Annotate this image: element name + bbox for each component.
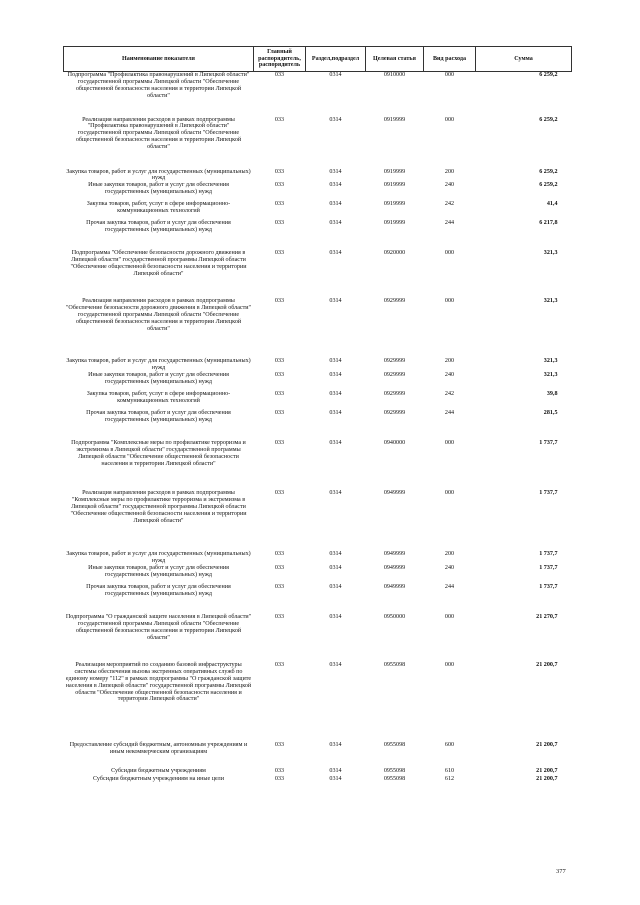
cell-sum: 321,3 <box>543 250 558 257</box>
cell-sum: 1 737,7 <box>539 564 558 571</box>
cell-grbs: 033 <box>274 613 285 620</box>
cell-cs: 0955098 <box>383 767 406 774</box>
table-row <box>64 614 572 662</box>
cell-vr: 200 <box>444 358 455 365</box>
cell-name: Закупка товаров, работ, услуг в сфере информационно-коммуникационных технологий <box>86 391 231 405</box>
table-row <box>64 410 572 440</box>
cell-vr: 000 <box>444 661 455 668</box>
cell-sum: 41,4 <box>546 201 558 208</box>
cell-razdel: 0314 <box>329 358 342 365</box>
cell-cs: 0949999 <box>383 551 406 558</box>
cell-razdel: 0314 <box>329 410 342 417</box>
cell-name: Реализация мероприятий по созданию базовой инфраструктуры системы обеспечения вызова экстренных оперативных служб по единому номеру "112" в рамках подпрограммы "О гражданской защите населения в Липецкой области" государственной программы Липецкой области "Обеспечение общественной безопасности населения и территории Липецкой области" <box>65 661 252 703</box>
cell-sum: 1 737,7 <box>539 490 558 497</box>
cell-grbs: 033 <box>274 583 285 590</box>
cell-name: Подпрограмма "Профилактика правонарушений в Липецкой области" государственной программы Липецкой области "Обеспечение общественной безопасности населения и территории Липецкой области" <box>67 72 250 99</box>
cell-name: Подпрограмма "Комплексные меры по профилактике терроризма и экстремизма в Липецкой области" государственной программы Липецкой области "Обеспечение общественной безопасности населения и территории Липецкой области" <box>71 440 246 467</box>
cell-sum: 321,3 <box>543 358 558 365</box>
table-row <box>64 551 572 565</box>
cell-name: Прочая закупка товаров, работ и услуг для обеспечения государственных (муниципальных) нужд <box>86 220 231 234</box>
cell-grbs: 033 <box>274 201 285 208</box>
cell-name: Субсидии бюджетным учреждениям на иные цели <box>93 775 224 782</box>
cell-name: Иные закупки товаров, работ и услуг для обеспечения государственных (муниципальных) нужд <box>88 182 229 196</box>
table-row <box>64 298 572 358</box>
cell-name: Закупка товаров, работ и услуг для государственных (муниципальных) нужд <box>66 358 251 372</box>
cell-razdel: 0314 <box>329 182 342 189</box>
cell-name: Реализация направления расходов в рамках подпрограммы "Обеспечение безопасности дорожного движения в Липецкой области" государственной программы Липецкой области "Обеспечение общественной безопасности населения и территории Липецкой области" <box>65 298 252 332</box>
cell-sum: 21 200,7 <box>536 775 558 782</box>
cell-vr: 000 <box>444 116 455 123</box>
cell-cs: 0919999 <box>383 201 406 208</box>
cell-name: Прочая закупка товаров, работ и услуг для обеспечения государственных (муниципальных) нужд <box>86 583 231 597</box>
cell-razdel: 0314 <box>329 220 342 227</box>
cell-razdel: 0314 <box>329 440 342 447</box>
cell-sum: 321,3 <box>543 298 558 305</box>
cell-razdel: 0314 <box>329 298 342 305</box>
table-header <box>64 47 572 72</box>
cell-cs: 0949999 <box>383 583 406 590</box>
cell-vr: 242 <box>444 391 455 398</box>
cell-grbs: 033 <box>274 391 285 398</box>
cell-sum: 321,3 <box>543 372 558 379</box>
cell-sum: 1 737,7 <box>539 583 558 590</box>
cell-cs: 0955098 <box>383 775 406 782</box>
header-grbs: Главный распорядитель, распорядитель <box>254 47 306 72</box>
table-row <box>64 358 572 372</box>
cell-cs: 0919999 <box>383 182 406 189</box>
cell-name: Предоставление субсидий бюджетным, автономным учреждениям и иным некоммерческим организациям <box>69 741 248 755</box>
cell-sum: 21 270,7 <box>536 613 558 620</box>
cell-sum: 21 200,7 <box>536 741 558 748</box>
cell-vr: 600 <box>444 741 455 748</box>
cell-sum: 6 259,2 <box>539 168 558 175</box>
cell-vr: 610 <box>444 767 455 774</box>
cell-razdel: 0314 <box>329 391 342 398</box>
cell-razdel: 0314 <box>329 613 342 620</box>
table-row <box>64 584 572 614</box>
cell-grbs: 033 <box>274 250 285 257</box>
cell-name: Прочая закупка товаров, работ и услуг для обеспечения государственных (муниципальных) нужд <box>86 410 231 424</box>
table-row <box>64 372 572 391</box>
cell-name: Закупка товаров, работ и услуг для государственных (муниципальных) нужд <box>66 168 251 182</box>
cell-sum: 21 200,7 <box>536 661 558 668</box>
cell-name: Подпрограмма "О гражданской защите населения в Липецкой области" государственной программы Липецкой области "Обеспечение общественной безопасности населения и территории Липецкой области" <box>65 613 252 641</box>
table-row <box>64 490 572 551</box>
cell-cs: 0955098 <box>383 661 406 668</box>
budget-table <box>63 46 572 790</box>
cell-sum: 6 259,2 <box>539 72 558 78</box>
table-row <box>64 117 572 169</box>
cell-grbs: 033 <box>274 298 285 305</box>
table-row <box>64 391 572 410</box>
cell-cs: 0929999 <box>383 372 406 379</box>
cell-razdel: 0314 <box>329 168 342 175</box>
cell-grbs: 033 <box>274 551 285 558</box>
cell-cs: 0929999 <box>383 410 406 417</box>
table-row <box>64 742 572 768</box>
cell-cs: 0929999 <box>383 298 406 305</box>
cell-grbs: 033 <box>274 410 285 417</box>
cell-vr: 240 <box>444 372 455 379</box>
table-row <box>64 776 572 790</box>
cell-vr: 200 <box>444 168 455 175</box>
cell-vr: 000 <box>444 298 455 305</box>
cell-razdel: 0314 <box>329 72 342 78</box>
cell-grbs: 033 <box>274 182 285 189</box>
cell-grbs: 033 <box>274 775 285 782</box>
cell-sum: 39,8 <box>546 391 558 398</box>
table-row <box>64 250 572 298</box>
table-row <box>64 182 572 201</box>
cell-razdel: 0314 <box>329 116 342 123</box>
cell-grbs: 033 <box>274 440 285 447</box>
table-row <box>64 768 572 776</box>
table-row <box>64 201 572 220</box>
cell-grbs: 033 <box>274 372 285 379</box>
cell-grbs: 033 <box>274 72 285 78</box>
cell-vr: 000 <box>444 613 455 620</box>
header-cs: Целевая статья <box>366 47 424 72</box>
cell-vr: 244 <box>444 220 455 227</box>
cell-vr: 242 <box>444 201 455 208</box>
cell-grbs: 033 <box>274 220 285 227</box>
cell-razdel: 0314 <box>329 775 342 782</box>
cell-razdel: 0314 <box>329 767 342 774</box>
cell-razdel: 0314 <box>329 250 342 257</box>
cell-vr: 000 <box>444 490 455 497</box>
table-body <box>64 72 572 790</box>
page-number: 377 <box>556 868 566 875</box>
cell-sum: 21 200,7 <box>536 767 558 774</box>
cell-cs: 0919999 <box>383 220 406 227</box>
cell-cs: 0955098 <box>383 741 406 748</box>
cell-name: Иные закупки товаров, работ и услуг для обеспечения государственных (муниципальных) нужд <box>88 564 229 578</box>
cell-name: Закупка товаров, работ, услуг в сфере информационно-коммуникационных технологий <box>86 201 231 215</box>
cell-grbs: 033 <box>274 564 285 571</box>
cell-vr: 240 <box>444 564 455 571</box>
cell-razdel: 0314 <box>329 741 342 748</box>
cell-name: Субсидии бюджетным учреждениям <box>111 767 206 774</box>
cell-cs: 0949999 <box>383 564 406 571</box>
cell-vr: 240 <box>444 182 455 189</box>
cell-razdel: 0314 <box>329 583 342 590</box>
header-name: Наименование показателя <box>64 47 254 72</box>
cell-vr: 244 <box>444 410 455 417</box>
cell-vr: 200 <box>444 551 455 558</box>
cell-grbs: 033 <box>274 741 285 748</box>
cell-grbs: 033 <box>274 490 285 497</box>
cell-name: Реализация направления расходов в рамках подпрограммы "Комплексные меры по профилактике терроризма и экстремизма в Липецкой области" государственной программы Липецкой области "Обеспечение общественной безопасности населения и территории Липецкой области" <box>70 490 247 524</box>
header-vr: Вид расхода <box>424 47 476 72</box>
cell-sum: 6 217,8 <box>539 220 558 227</box>
cell-cs: 0919999 <box>383 116 406 123</box>
cell-cs: 0929999 <box>383 391 406 398</box>
cell-vr: 244 <box>444 583 455 590</box>
cell-sum: 6 259,2 <box>539 116 558 123</box>
cell-razdel: 0314 <box>329 551 342 558</box>
cell-razdel: 0314 <box>329 490 342 497</box>
cell-vr: 000 <box>444 250 455 257</box>
cell-cs: 0940000 <box>383 440 406 447</box>
cell-sum: 1 737,7 <box>539 440 558 447</box>
cell-sum: 6 259,2 <box>539 182 558 189</box>
table-row <box>64 72 572 117</box>
cell-grbs: 033 <box>274 661 285 668</box>
table-row <box>64 662 572 742</box>
cell-grbs: 033 <box>274 767 285 774</box>
cell-cs: 0919999 <box>383 168 406 175</box>
cell-razdel: 0314 <box>329 564 342 571</box>
cell-cs: 0920000 <box>383 250 406 257</box>
cell-vr: 612 <box>444 775 455 782</box>
cell-razdel: 0314 <box>329 372 342 379</box>
cell-razdel: 0314 <box>329 661 342 668</box>
table-row <box>64 565 572 584</box>
table-row <box>64 169 572 183</box>
header-sum: Сумма <box>476 47 572 72</box>
cell-cs: 0910000 <box>383 72 406 78</box>
cell-cs: 0949999 <box>383 490 406 497</box>
cell-grbs: 033 <box>274 358 285 365</box>
cell-name: Подпрограмма "Обеспечение безопасности дорожного движения в Липецкой области" государственной программы Липецкой области "Обеспечение общественной безопасности населения и территории Липецкой области" <box>70 250 247 278</box>
cell-grbs: 033 <box>274 168 285 175</box>
cell-name: Закупка товаров, работ и услуг для государственных (муниципальных) нужд <box>66 551 251 565</box>
cell-cs: 0929999 <box>383 358 406 365</box>
cell-name: Реализация направления расходов в рамках подпрограммы "Профилактика правонарушений в Липецкой области" государственной программы Липецкой области "Обеспечение общественной безопасности населения и территории Липецкой области" <box>75 116 242 151</box>
cell-razdel: 0314 <box>329 201 342 208</box>
cell-sum: 1 737,7 <box>539 551 558 558</box>
cell-grbs: 033 <box>274 116 285 123</box>
cell-vr: 000 <box>444 72 455 78</box>
cell-vr: 000 <box>444 440 455 447</box>
table-row <box>64 220 572 250</box>
cell-name: Иные закупки товаров, работ и услуг для обеспечения государственных (муниципальных) нужд <box>88 372 229 386</box>
cell-sum: 281,5 <box>543 410 558 417</box>
header-razdel: Раздел,подраздел <box>306 47 366 72</box>
table-row <box>64 440 572 490</box>
cell-cs: 0950000 <box>383 613 406 620</box>
